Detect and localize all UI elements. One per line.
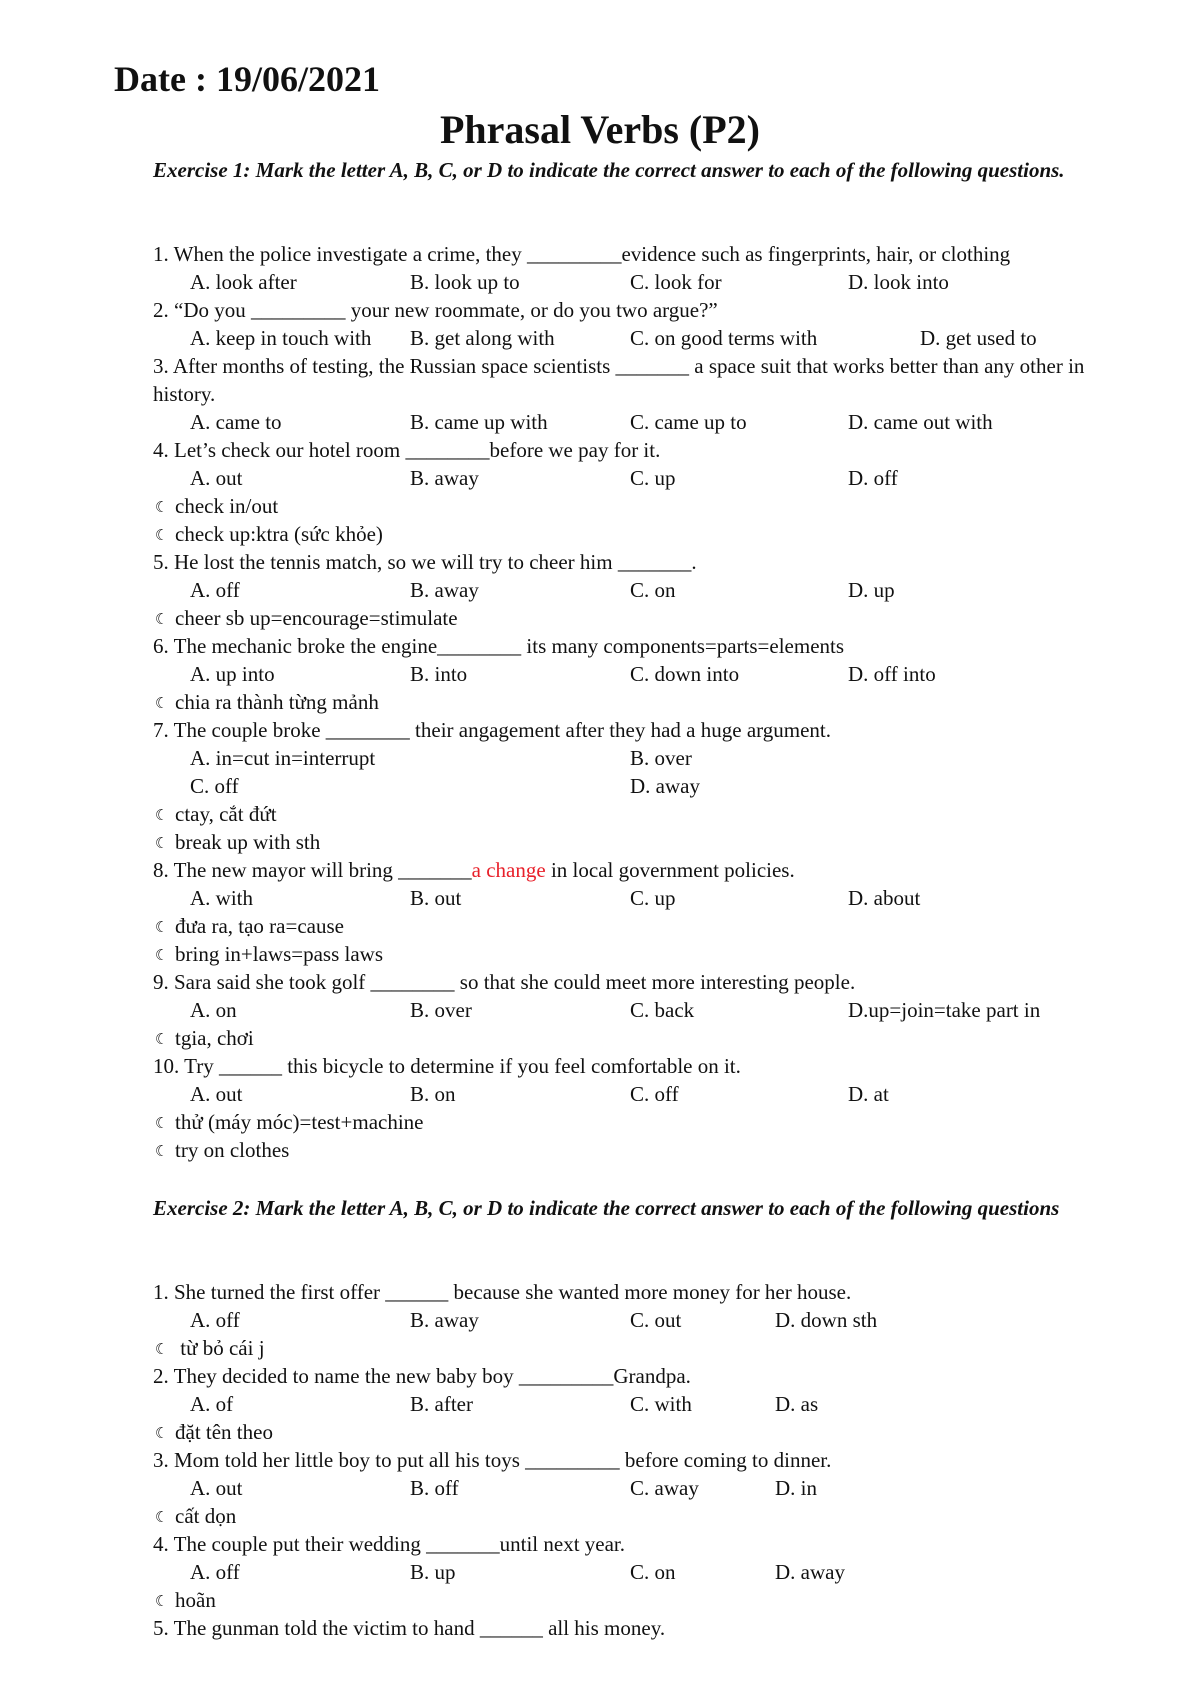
note-icon: ☾ xyxy=(155,948,169,964)
option-d: D. away xyxy=(775,1560,845,1584)
option-c: C. look for xyxy=(630,270,722,294)
note-icon: ☾ xyxy=(155,696,169,712)
option-c: C. on xyxy=(630,578,676,602)
question-2-1: 1. She turned the first offer ______ because she wanted more money for her house. xyxy=(153,1280,852,1304)
note: ☾ break up with sth xyxy=(155,828,320,856)
option-a: A. out xyxy=(190,1476,243,1500)
note: ☾ từ bỏ cái j xyxy=(155,1334,265,1362)
question-1-5: 5. He lost the tennis match, so we will try to cheer him _______. xyxy=(153,550,697,574)
note: ☾ hoãn xyxy=(155,1586,216,1614)
option-c: C. came up to xyxy=(630,410,747,434)
option-c: C. off xyxy=(190,774,239,798)
option-d: D. came out with xyxy=(848,410,993,434)
option-d: D. away xyxy=(630,774,700,798)
note-icon: ☾ xyxy=(155,612,169,628)
option-a: A. keep in touch with xyxy=(190,326,372,350)
option-d: D.up=join=take part in xyxy=(848,998,1041,1022)
question-2-3: 3. Mom told her little boy to put all his toys _________ before coming to dinner. xyxy=(153,1448,832,1472)
option-b: B. away xyxy=(410,1308,479,1332)
option-a: A. look after xyxy=(190,270,297,294)
option-c: C. off xyxy=(630,1082,679,1106)
option-d: D. about xyxy=(848,886,921,910)
option-d: D. get used to xyxy=(920,326,1037,350)
option-a: A. of xyxy=(190,1392,234,1416)
option-c: C. out xyxy=(630,1308,682,1332)
question-1-3: 3. After months of testing, the Russian space scientists _______ a space suit that works better than any other in history. xyxy=(153,354,1085,406)
option-b: B. over xyxy=(630,746,692,770)
option-d: D. off into xyxy=(848,662,936,686)
option-c: C. down into xyxy=(630,662,740,686)
note-icon: ☾ xyxy=(155,920,169,936)
note-icon: ☾ xyxy=(155,1116,169,1132)
option-d: D. as xyxy=(775,1392,819,1416)
option-b: B. away xyxy=(410,578,479,602)
question-2-4: 4. The couple put their wedding _______until next year. xyxy=(153,1532,626,1556)
option-c: C. away xyxy=(630,1476,699,1500)
option-a: A. came to xyxy=(190,410,282,434)
note: ☾ check in/out xyxy=(155,492,278,520)
option-b: B. away xyxy=(410,466,479,490)
option-b: B. look up to xyxy=(410,270,520,294)
note-icon: ☾ xyxy=(155,1032,169,1048)
note: ☾ chia ra thành từng mảnh xyxy=(155,688,379,716)
option-a: A. off xyxy=(190,1308,240,1332)
option-d: D. off xyxy=(848,466,898,490)
option-b: B. after xyxy=(410,1392,473,1416)
question-1-8: 8. The new mayor will bring _______a change in local government policies. xyxy=(153,858,795,882)
option-b: B. over xyxy=(410,998,472,1022)
option-d: D. at xyxy=(848,1082,889,1106)
option-b: B. into xyxy=(410,662,468,686)
highlighted-phrase: a change xyxy=(471,858,546,882)
exercise-1-title: Exercise 1: Mark the letter A, B, C, or D to indicate the correct answer to each of the following questions. xyxy=(153,158,1065,182)
option-b: B. get along with xyxy=(410,326,555,350)
exercise-2-title: Exercise 2: Mark the letter A, B, C, or D to indicate the correct answer to each of the following questions xyxy=(153,1196,1060,1220)
option-a: A. with xyxy=(190,886,253,910)
note: ☾ đưa ra, tạo ra=cause xyxy=(155,912,344,940)
note-icon: ☾ xyxy=(155,1510,169,1526)
option-a: A. out xyxy=(190,1082,243,1106)
option-a: A. up into xyxy=(190,662,275,686)
note: ☾ đặt tên theo xyxy=(155,1418,273,1446)
question-1-1: 1. When the police investigate a crime, they _________evidence such as fingerprints, hair, or clothing xyxy=(153,242,1011,266)
option-a: A. in=cut in=interrupt xyxy=(190,746,376,770)
option-c: C. back xyxy=(630,998,695,1022)
option-c: C. on good terms with xyxy=(630,326,818,350)
note: ☾ bring in+laws=pass laws xyxy=(155,940,383,968)
option-a: A. on xyxy=(190,998,237,1022)
note: ☾ tgia, chơi xyxy=(155,1024,254,1052)
note-icon: ☾ xyxy=(155,1342,169,1358)
note-icon: ☾ xyxy=(155,500,169,516)
date-heading: Date : 19/06/2021 xyxy=(114,59,380,99)
note: ☾ check up:ktra (sức khỏe) xyxy=(155,520,383,548)
note-icon: ☾ xyxy=(155,1594,169,1610)
note: ☾ ctay, cắt đứt xyxy=(155,800,277,828)
note: ☾ cheer sb up=encourage=stimulate xyxy=(155,604,458,632)
question-1-6: 6. The mechanic broke the engine________ its many components=parts=elements xyxy=(153,634,845,658)
option-c: C. on xyxy=(630,1560,676,1584)
question-1-7: 7. The couple broke ________ their angagement after they had a huge argument. xyxy=(153,718,831,742)
option-c: C. up xyxy=(630,886,676,910)
question-1-2: 2. “Do you _________ your new roommate, or do you two argue?” xyxy=(153,298,718,322)
option-c: C. up xyxy=(630,466,676,490)
note-icon: ☾ xyxy=(155,1144,169,1160)
note: ☾ try on clothes xyxy=(155,1136,289,1164)
option-a: A. out xyxy=(190,466,243,490)
option-a: A. off xyxy=(190,1560,240,1584)
note: ☾ cất dọn xyxy=(155,1502,236,1530)
note-icon: ☾ xyxy=(155,528,169,544)
question-1-9: 9. Sara said she took golf ________ so that she could meet more interesting people. xyxy=(153,970,856,994)
note-icon: ☾ xyxy=(155,836,169,852)
option-d: D. look into xyxy=(848,270,949,294)
option-b: B. on xyxy=(410,1082,456,1106)
note-icon: ☾ xyxy=(155,808,169,824)
note: ☾ thử (máy móc)=test+machine xyxy=(155,1108,424,1136)
page-title: Phrasal Verbs (P2) xyxy=(440,107,760,152)
question-1-10: 10. Try ______ this bicycle to determine if you feel comfortable on it. xyxy=(153,1054,741,1078)
note-icon: ☾ xyxy=(155,1426,169,1442)
option-d: D. down sth xyxy=(775,1308,878,1332)
option-b: B. off xyxy=(410,1476,459,1500)
option-d: D. in xyxy=(775,1476,817,1500)
option-b: B. came up with xyxy=(410,410,548,434)
question-2-2: 2. They decided to name the new baby boy _________Grandpa. xyxy=(153,1364,691,1388)
question-1-4: 4. Let’s check our hotel room ________before we pay for it. xyxy=(153,438,661,462)
option-d: D. up xyxy=(848,578,895,602)
question-2-5: 5. The gunman told the victim to hand ______ all his money. xyxy=(153,1616,666,1640)
option-a: A. off xyxy=(190,578,240,602)
option-c: C. with xyxy=(630,1392,692,1416)
option-b: B. up xyxy=(410,1560,456,1584)
option-b: B. out xyxy=(410,886,462,910)
